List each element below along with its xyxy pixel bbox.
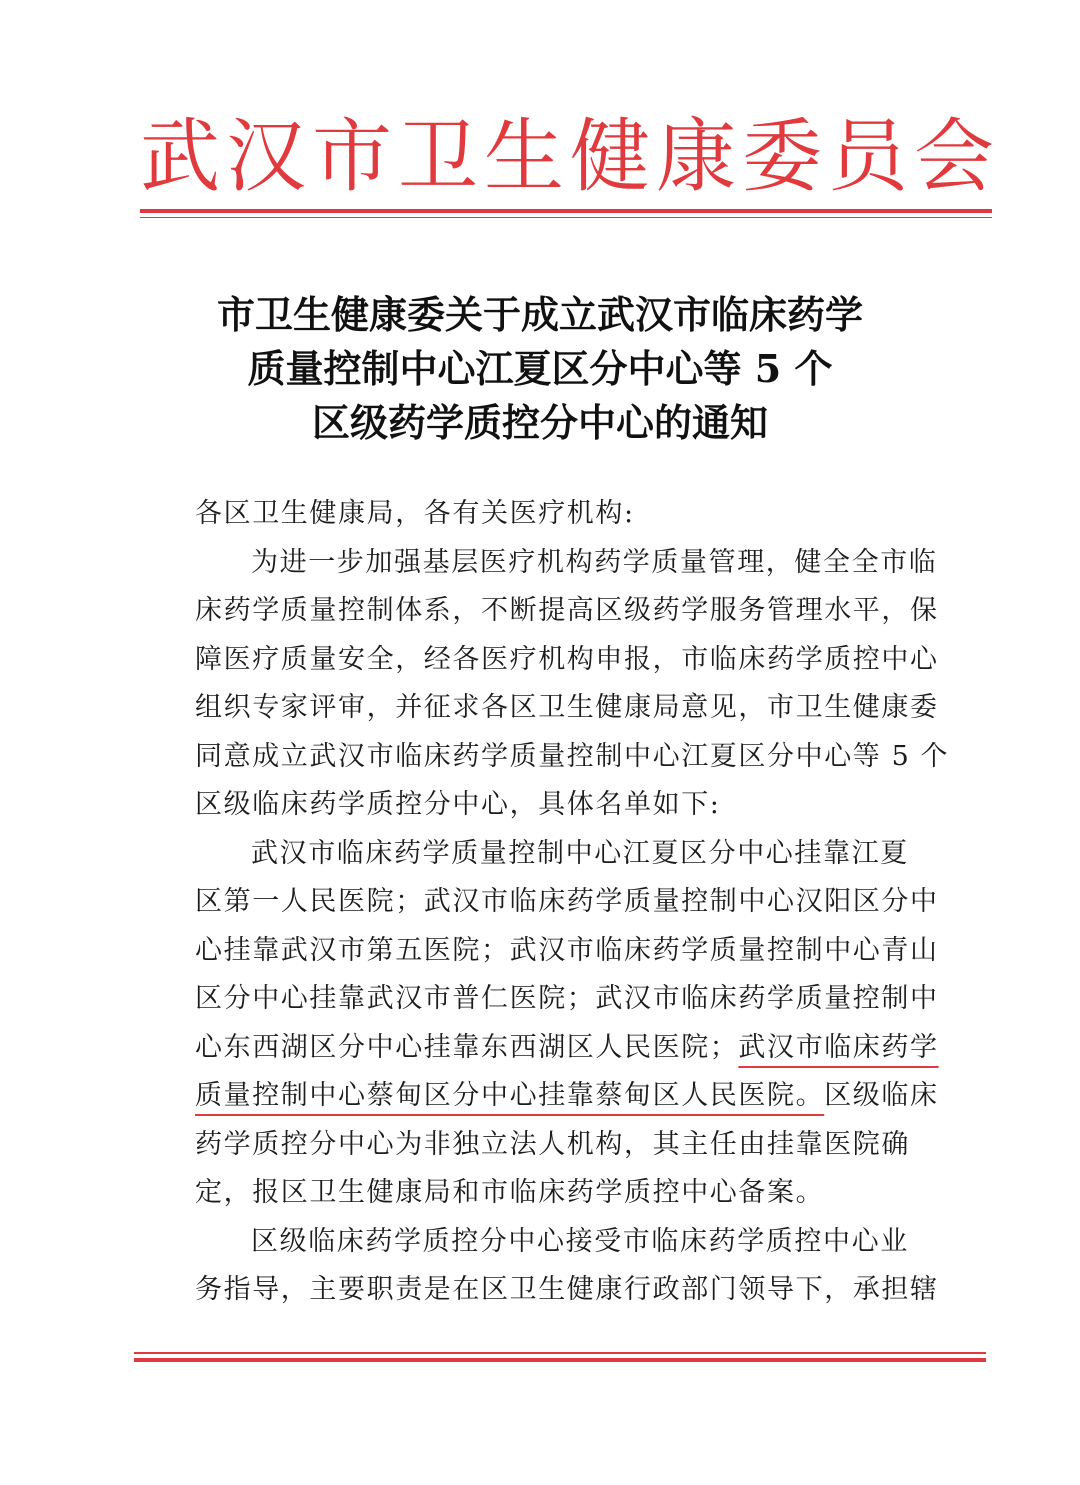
title-line: 区级药学质控分中心的通知 [311, 400, 768, 445]
footer-rule-thick [134, 1358, 986, 1362]
paragraph-line: 为进一步加强基层医疗机构药学质量管理，健全全市临 [251, 546, 938, 578]
paragraph-line: 同意成立武汉市临床药学质量控制中心江夏区分中心等 5 个 [195, 740, 950, 772]
text-span: 区级临床 [824, 1080, 939, 1111]
paragraph-line: 务指导，主要职责是在区卫生健康行政部门领导下，承担辖 [195, 1274, 939, 1305]
document-body [195, 490, 950, 1315]
paragraph-line: 床药学质量控制体系，不断提高区级药学服务管理水平，保 [195, 595, 939, 626]
title-line: 市卫生健康委关于成立武汉市临床药学 [216, 292, 863, 337]
paragraph-line: 心挂靠武汉市第五医院；武汉市临床药学质量控制中心青山 [195, 934, 939, 966]
paragraph-line [195, 1072, 939, 1121]
text-span: 心东西湖区分中心挂靠东西湖区人民医院； [195, 1031, 739, 1063]
paragraph-line: 定，报区卫生健康局和市临床药学质控中心备案。 [195, 1177, 825, 1208]
paragraph-line: 区分中心挂靠武汉市普仁医院；武汉市临床药学质量控制中 [195, 983, 939, 1014]
document-title [160, 288, 920, 450]
title-line: 质量控制中心江夏区分中心等 5 个 [247, 346, 833, 391]
masthead: 武汉市卫生健康委员会 [140, 110, 1000, 203]
paragraph-line: 区级临床药学质控分中心，具体名单如下: [195, 789, 721, 820]
footer-rule-thin [134, 1352, 986, 1354]
underlined-text: 武汉市临床药学 [738, 1031, 939, 1063]
header-rule-thick [140, 209, 992, 213]
paragraph-line: 区级临床药学质控分中心接受市临床药学质控中心业 [251, 1225, 909, 1257]
paragraph-line [195, 1024, 939, 1073]
header-rule-thin [140, 217, 992, 218]
underlined-text: 质量控制中心蔡甸区分中心挂靠蔡甸区人民医院。 [195, 1080, 825, 1111]
paragraph-line: 组织专家评审，并征求各区卫生健康局意见，市卫生健康委 [195, 692, 939, 723]
salutation: 各区卫生健康局，各有关医疗机构: [195, 498, 635, 529]
paragraph-line: 药学质控分中心为非独立法人机构，其主任由挂靠医院确 [195, 1128, 910, 1160]
paragraph-line: 障医疗质量安全，经各医疗机构申报，市临床药学质控中心 [195, 643, 939, 675]
paragraph-line: 武汉市临床药学质量控制中心江夏区分中心挂靠江夏 [251, 837, 909, 869]
paragraph-line: 区第一人民医院；武汉市临床药学质量控制中心汉阳区分中 [195, 886, 939, 917]
